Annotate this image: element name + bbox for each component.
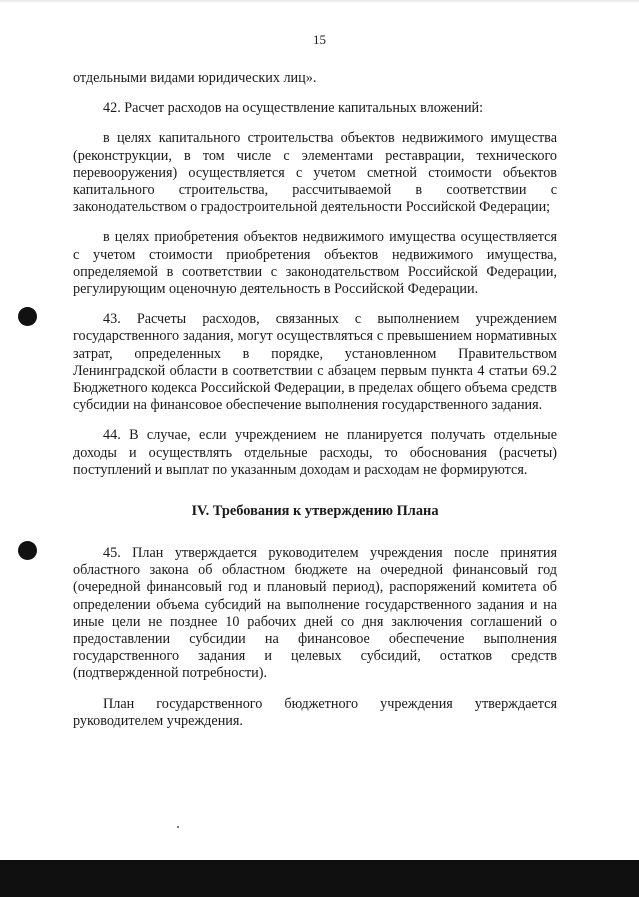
scan-bottom-edge (0, 860, 639, 897)
page-number: 15 (313, 32, 326, 47)
punch-hole-mark (18, 541, 37, 560)
paragraph-42-capital-construction: в целях капитального строительства объектов недвижимого имущества (реконструкции, в том числе с элементами реставрации, технического перевооружения) осуществляется с учетом сметной стоимости объектов капитального строительства, рассчитываемой в соответствии с законодательством о градостроительной деятельности Российской Федерации; (73, 130, 557, 216)
section-heading: IV. Требования к утверждению Плана (191, 503, 439, 520)
paragraph-plan-approval: План государственного бюджетного учреждения утверждается руководителем учреждения. (73, 695, 557, 729)
document-body (73, 70, 557, 730)
scan-speck (177, 826, 179, 828)
paragraph-continuation: отдельными видами юридических лиц». (73, 70, 317, 86)
paragraph-43: 43. Расчеты расходов, связанных с выполнением учреждением государственного задания, могут осуществляться с превышением нормативных затрат, определенных в порядке, установленном Правительством Ленинградской области в соответствии с абзацем первым пункта 4 статьи 69.2 Бюджетного кодекса Российской Федерации, в пределах общего объема средств субсидии на финансовое обеспечение выполнения государственного задания. (73, 311, 557, 414)
paragraph-45: 45. План утверждается руководителем учреждения после принятия областного закона об областном бюджете на очередной финансовый год (очередной финансовый год и плановый период), распоряжений комитета об определении объема субсидий на выполнение государственного задания и на иные цели не позднее 10 рабочих дней со дня заключения соглашений о предоставлении субсидии на финансовое обеспечение выполнения государственного задания и целевых субсидий, остатков средств (подтвержденной потребности). (73, 545, 557, 682)
paragraph-44: 44. В случае, если учреждением не планируется получать отдельные доходы и осуществлять отдельные расходы, то обоснования (расчеты) поступлений и выплат по указанным доходам и расходам не формируются. (73, 427, 557, 478)
paragraph-42-real-estate-acquisition: в целях приобретения объектов недвижимого имущества осуществляется с учетом стоимости приобретения объектов недвижимого имущества, определяемой в соответствии с законодательством Российской Федерации, регулирующим оценочную деятельность в Российской Федерации. (73, 229, 557, 298)
paragraph-42: 42. Расчет расходов на осуществление капитальных вложений: (103, 100, 484, 117)
punch-hole-mark (18, 307, 37, 326)
scan-top-shade (0, 0, 639, 3)
